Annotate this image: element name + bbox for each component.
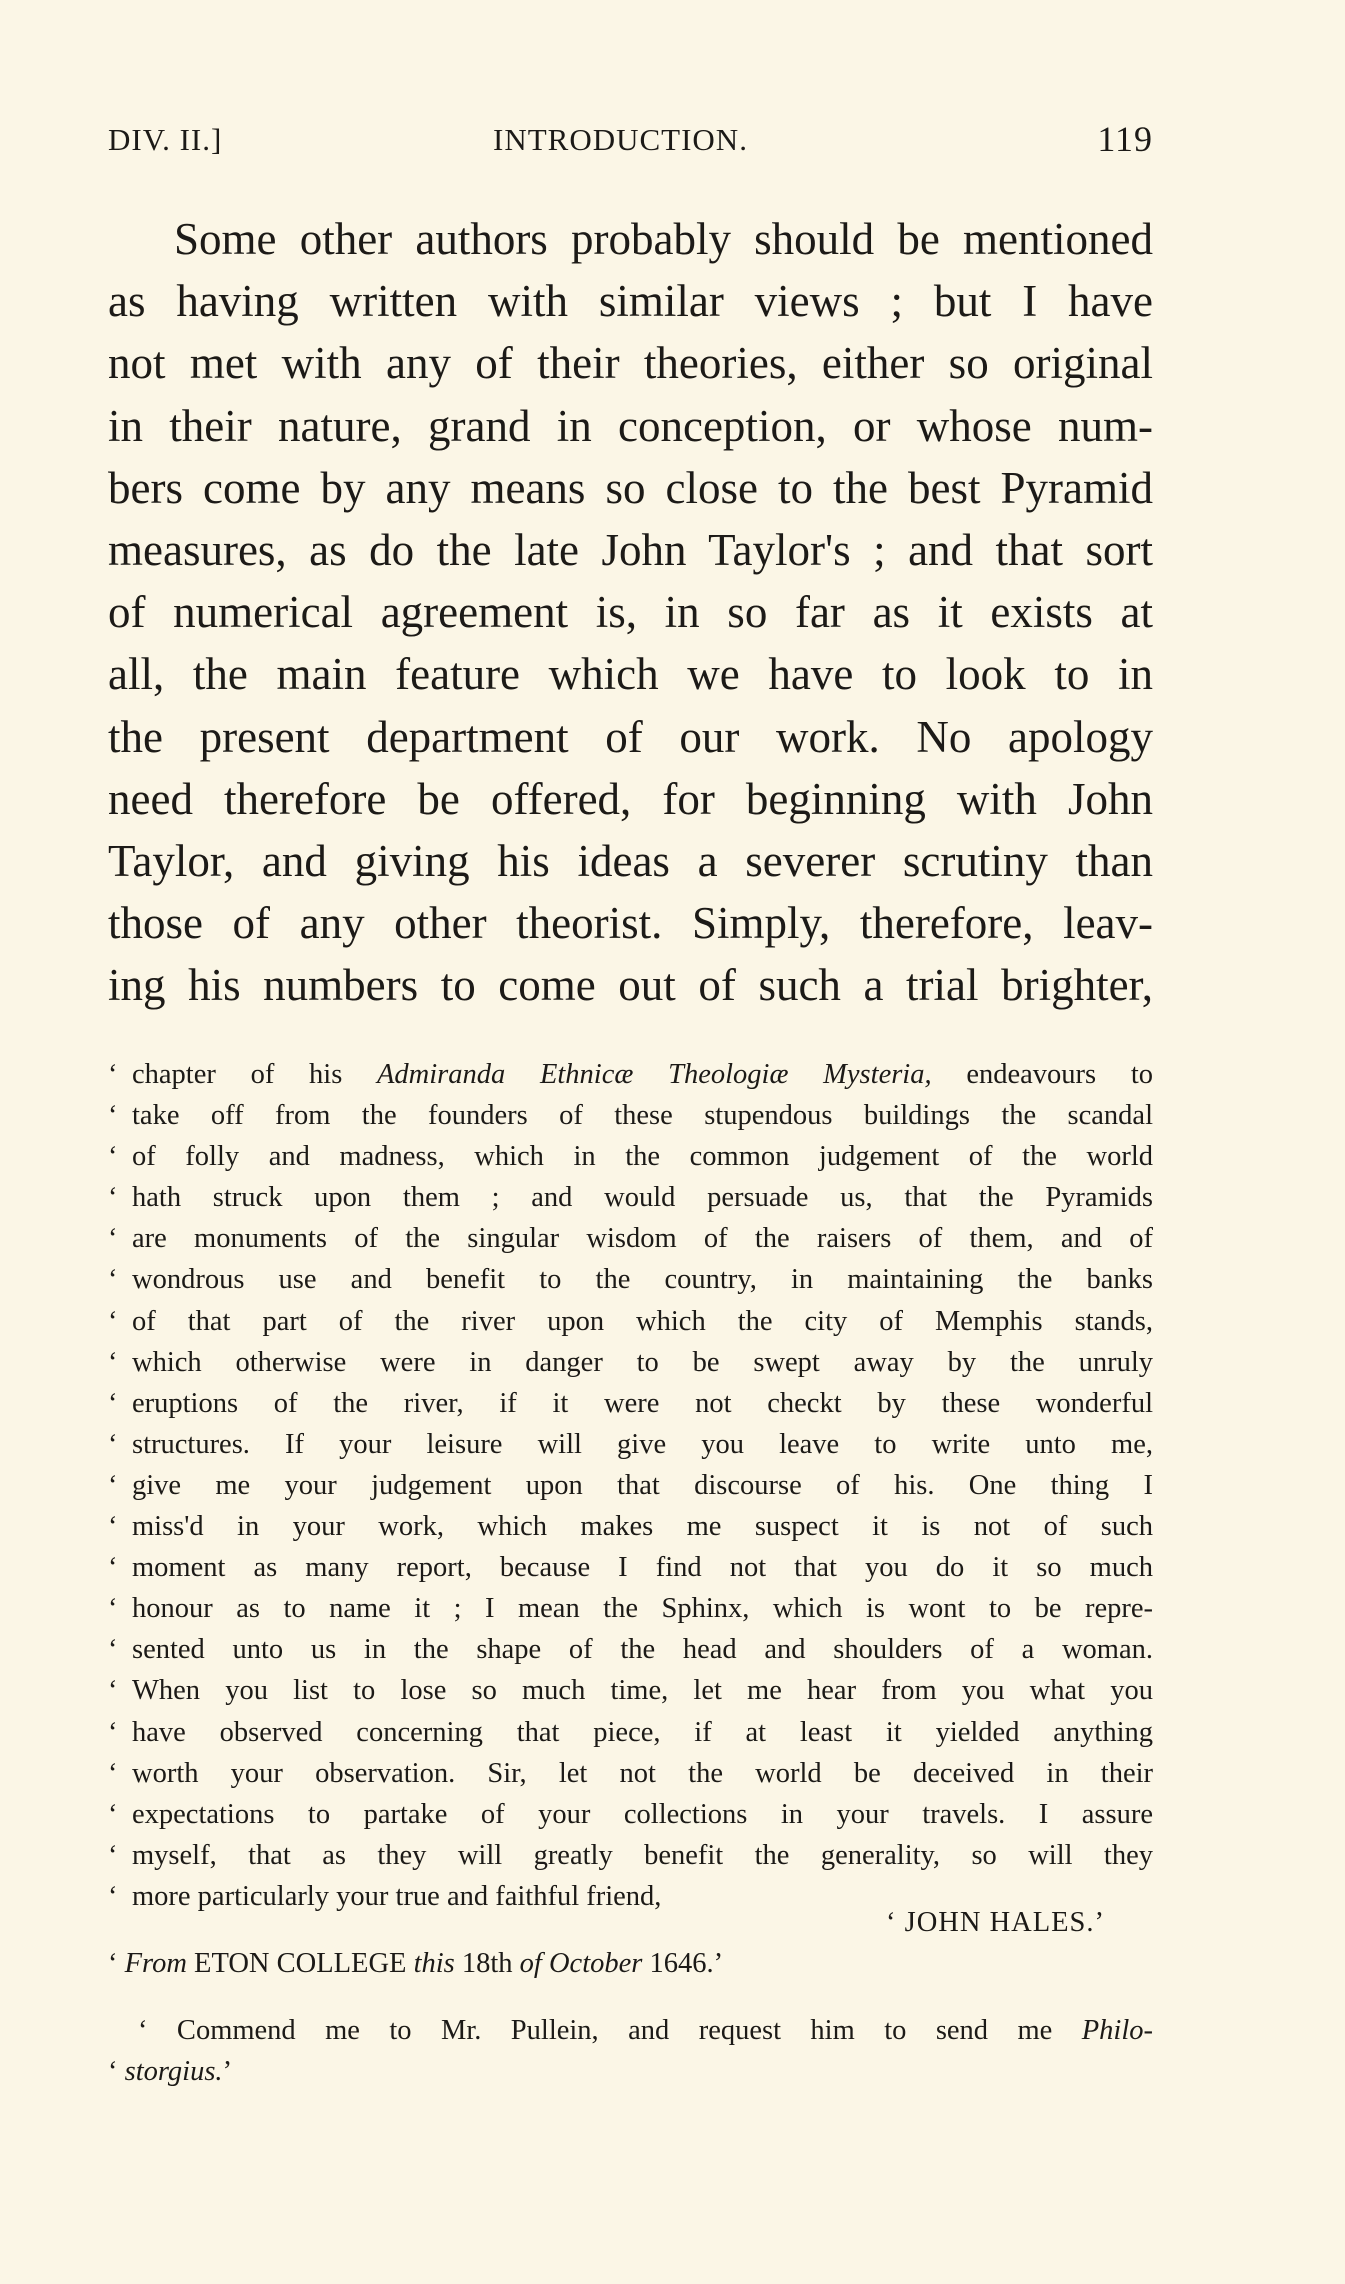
body-line: all, the main feature which we have to look to in xyxy=(108,649,1153,700)
footnote-text: miss'd in your work, which makes me suspect it is not of such xyxy=(132,1511,1153,1543)
quote-mark: ‘ xyxy=(108,1757,118,1789)
footnote-line xyxy=(108,1712,1153,1753)
quote-mark: ‘ xyxy=(108,1223,118,1255)
quote-mark: ‘ xyxy=(108,1839,118,1871)
quote-mark: ‘ xyxy=(108,1469,118,1501)
quote-mark: ‘ xyxy=(108,1798,118,1830)
quote-mark: ‘ xyxy=(108,1552,118,1584)
footnote-text: moment as many report, because I find not that you do it so much xyxy=(132,1552,1153,1584)
postscript-italic: storgius. xyxy=(124,2056,223,2087)
page-number: 119 xyxy=(1097,119,1153,159)
footnote-text: of folly and madness, which in the common judgement of the world xyxy=(132,1141,1153,1173)
dateline-place: ETON COLLEGE xyxy=(186,1948,414,1979)
footnote-text: more particularly your true and faithful friend, xyxy=(132,1880,662,1912)
postscript-text: ‘ Commend me to Mr. Pullein, and request him to send me xyxy=(138,2015,1082,2046)
dateline-year: 1646.’ xyxy=(642,1948,724,1979)
quote-mark: ‘ xyxy=(108,1346,118,1378)
footnote-line xyxy=(108,1218,1153,1259)
footnote-text: wondrous use and benefit to the country, in maintaining the banks xyxy=(132,1264,1153,1296)
book-title: Admiranda Ethnicæ Theologiæ Mysteria, xyxy=(377,1059,932,1090)
quote-mark: ‘ xyxy=(108,1511,118,1543)
footnote-text: of that part of the river upon which the city of Memphis stands, xyxy=(132,1305,1153,1337)
quote-mark: ‘ xyxy=(108,1387,118,1419)
body-line: as having written with similar views ; but I have xyxy=(108,276,1153,327)
postscript-line xyxy=(108,2051,1153,2092)
quote-mark: ‘ xyxy=(108,1880,118,1912)
footnote-line xyxy=(108,1753,1153,1794)
quote-mark: ‘ xyxy=(108,2056,125,2087)
footnote-line xyxy=(108,1095,1153,1136)
footnote-line xyxy=(108,1424,1153,1465)
footnote-line xyxy=(108,1629,1153,1670)
quote-mark: ‘ xyxy=(108,1100,118,1132)
footnote-line xyxy=(108,1588,1153,1629)
dateline-from: From xyxy=(124,1948,187,1979)
body-line: of numerical agreement is, in so far as it exists at xyxy=(108,587,1153,638)
quote-mark: ‘ xyxy=(108,1593,118,1625)
footnote-line xyxy=(108,1465,1153,1506)
header-division: DIV. II.] xyxy=(108,122,223,157)
header-title: INTRODUCTION. xyxy=(493,122,748,157)
footnote-line xyxy=(108,1301,1153,1342)
footnote-text: which otherwise were in danger to be swept away by the unruly xyxy=(132,1346,1153,1378)
letter-dateline xyxy=(108,1948,723,1980)
footnote-line xyxy=(108,1177,1153,1218)
dateline-day: 18th xyxy=(454,1948,520,1979)
body-line: Taylor, and giving his ideas a severer scrutiny than xyxy=(108,835,1153,886)
footnote-text: give me your judgement upon that discourse of his. One thing I xyxy=(132,1469,1153,1501)
quote-mark: ‘ xyxy=(108,1182,118,1214)
footnote-text: When you list to lose so much time, let me hear from you what you xyxy=(132,1675,1153,1707)
body-line: those of any other theorist. Simply, therefore, leav- xyxy=(108,898,1153,949)
footnote-text: chapter of his xyxy=(132,1059,378,1090)
body-line: Some other authors probably should be mentioned xyxy=(174,214,1153,264)
footnote-line xyxy=(108,1835,1153,1876)
postscript-line xyxy=(108,2010,1153,2051)
dateline-this: this xyxy=(413,1948,455,1979)
footnote-text: have observed concerning that piece, if at least it yielded anything xyxy=(132,1716,1153,1748)
quote-mark: ‘ xyxy=(108,1264,118,1296)
quote-mark: ‘ xyxy=(108,1141,118,1173)
quote-mark: ‘ xyxy=(108,1428,118,1460)
quote-mark: ‘ xyxy=(108,1675,118,1707)
letter-signature: ‘ JOHN HALES.’ xyxy=(886,1907,1106,1938)
running-header xyxy=(108,119,1153,172)
footnote-text: are monuments of the singular wisdom of the raisers of them, and of xyxy=(132,1223,1153,1255)
quote-mark: ’ xyxy=(222,2056,233,2087)
footnote-line xyxy=(108,1670,1153,1711)
body-line: bers come by any means so close to the best Pyramid xyxy=(108,462,1153,513)
body-line: need therefore be offered, for beginning with John xyxy=(108,773,1153,824)
footnote-line xyxy=(108,1054,1153,1095)
footnote-text: structures. If your leisure will give you leave to write unto me, xyxy=(132,1428,1153,1460)
postscript-italic: Philo- xyxy=(1081,2015,1153,2046)
footnote-text: endeavours to xyxy=(931,1059,1153,1090)
quote-mark: ‘ xyxy=(108,1305,118,1337)
footnote-line xyxy=(108,1383,1153,1424)
footnote-text: hath struck upon them ; and would persuade us, that the Pyramids xyxy=(132,1182,1153,1214)
footnote-text: expectations to partake of your collections in your travels. I assure xyxy=(132,1798,1153,1830)
quote-mark: ‘ xyxy=(108,1059,118,1090)
footnote-line xyxy=(108,1342,1153,1383)
quote-mark: ‘ xyxy=(108,1716,118,1748)
footnote-line xyxy=(108,1506,1153,1547)
dateline-month: of October xyxy=(519,1948,643,1979)
footnote-line xyxy=(108,1794,1153,1835)
footnote-line xyxy=(108,1547,1153,1588)
letter-postscript xyxy=(108,2010,1153,2092)
body-line: measures, as do the late John Taylor's ; and that sort xyxy=(108,524,1153,575)
main-paragraph xyxy=(108,208,1153,1016)
footnote-text: honour as to name it ; I mean the Sphinx, which is wont to be repre- xyxy=(132,1593,1153,1625)
footnote-line xyxy=(108,1136,1153,1177)
footnote-text: eruptions of the river, if it were not checkt by these wonderful xyxy=(132,1387,1153,1419)
quote-mark: ‘ xyxy=(108,1948,125,1979)
quote-mark: ‘ xyxy=(108,1634,118,1666)
footnote-line xyxy=(108,1259,1153,1300)
body-line: not met with any of their theories, either so original xyxy=(108,338,1153,389)
body-line: in their nature, grand in conception, or whose num- xyxy=(108,400,1153,451)
body-line: the present department of our work. No apology xyxy=(108,711,1153,762)
footnote-text: sented unto us in the shape of the head and shoulders of a woman. xyxy=(132,1634,1153,1666)
body-line: ing his numbers to come out of such a trial brighter, xyxy=(108,960,1153,1011)
footnote-text: myself, that as they will greatly benefit the generality, so will they xyxy=(132,1839,1153,1871)
footnote-text: worth your observation. Sir, let not the world be deceived in their xyxy=(132,1757,1153,1789)
footnote-block xyxy=(108,1054,1153,1917)
footnote-text: take off from the founders of these stupendous buildings the scandal xyxy=(132,1100,1153,1132)
